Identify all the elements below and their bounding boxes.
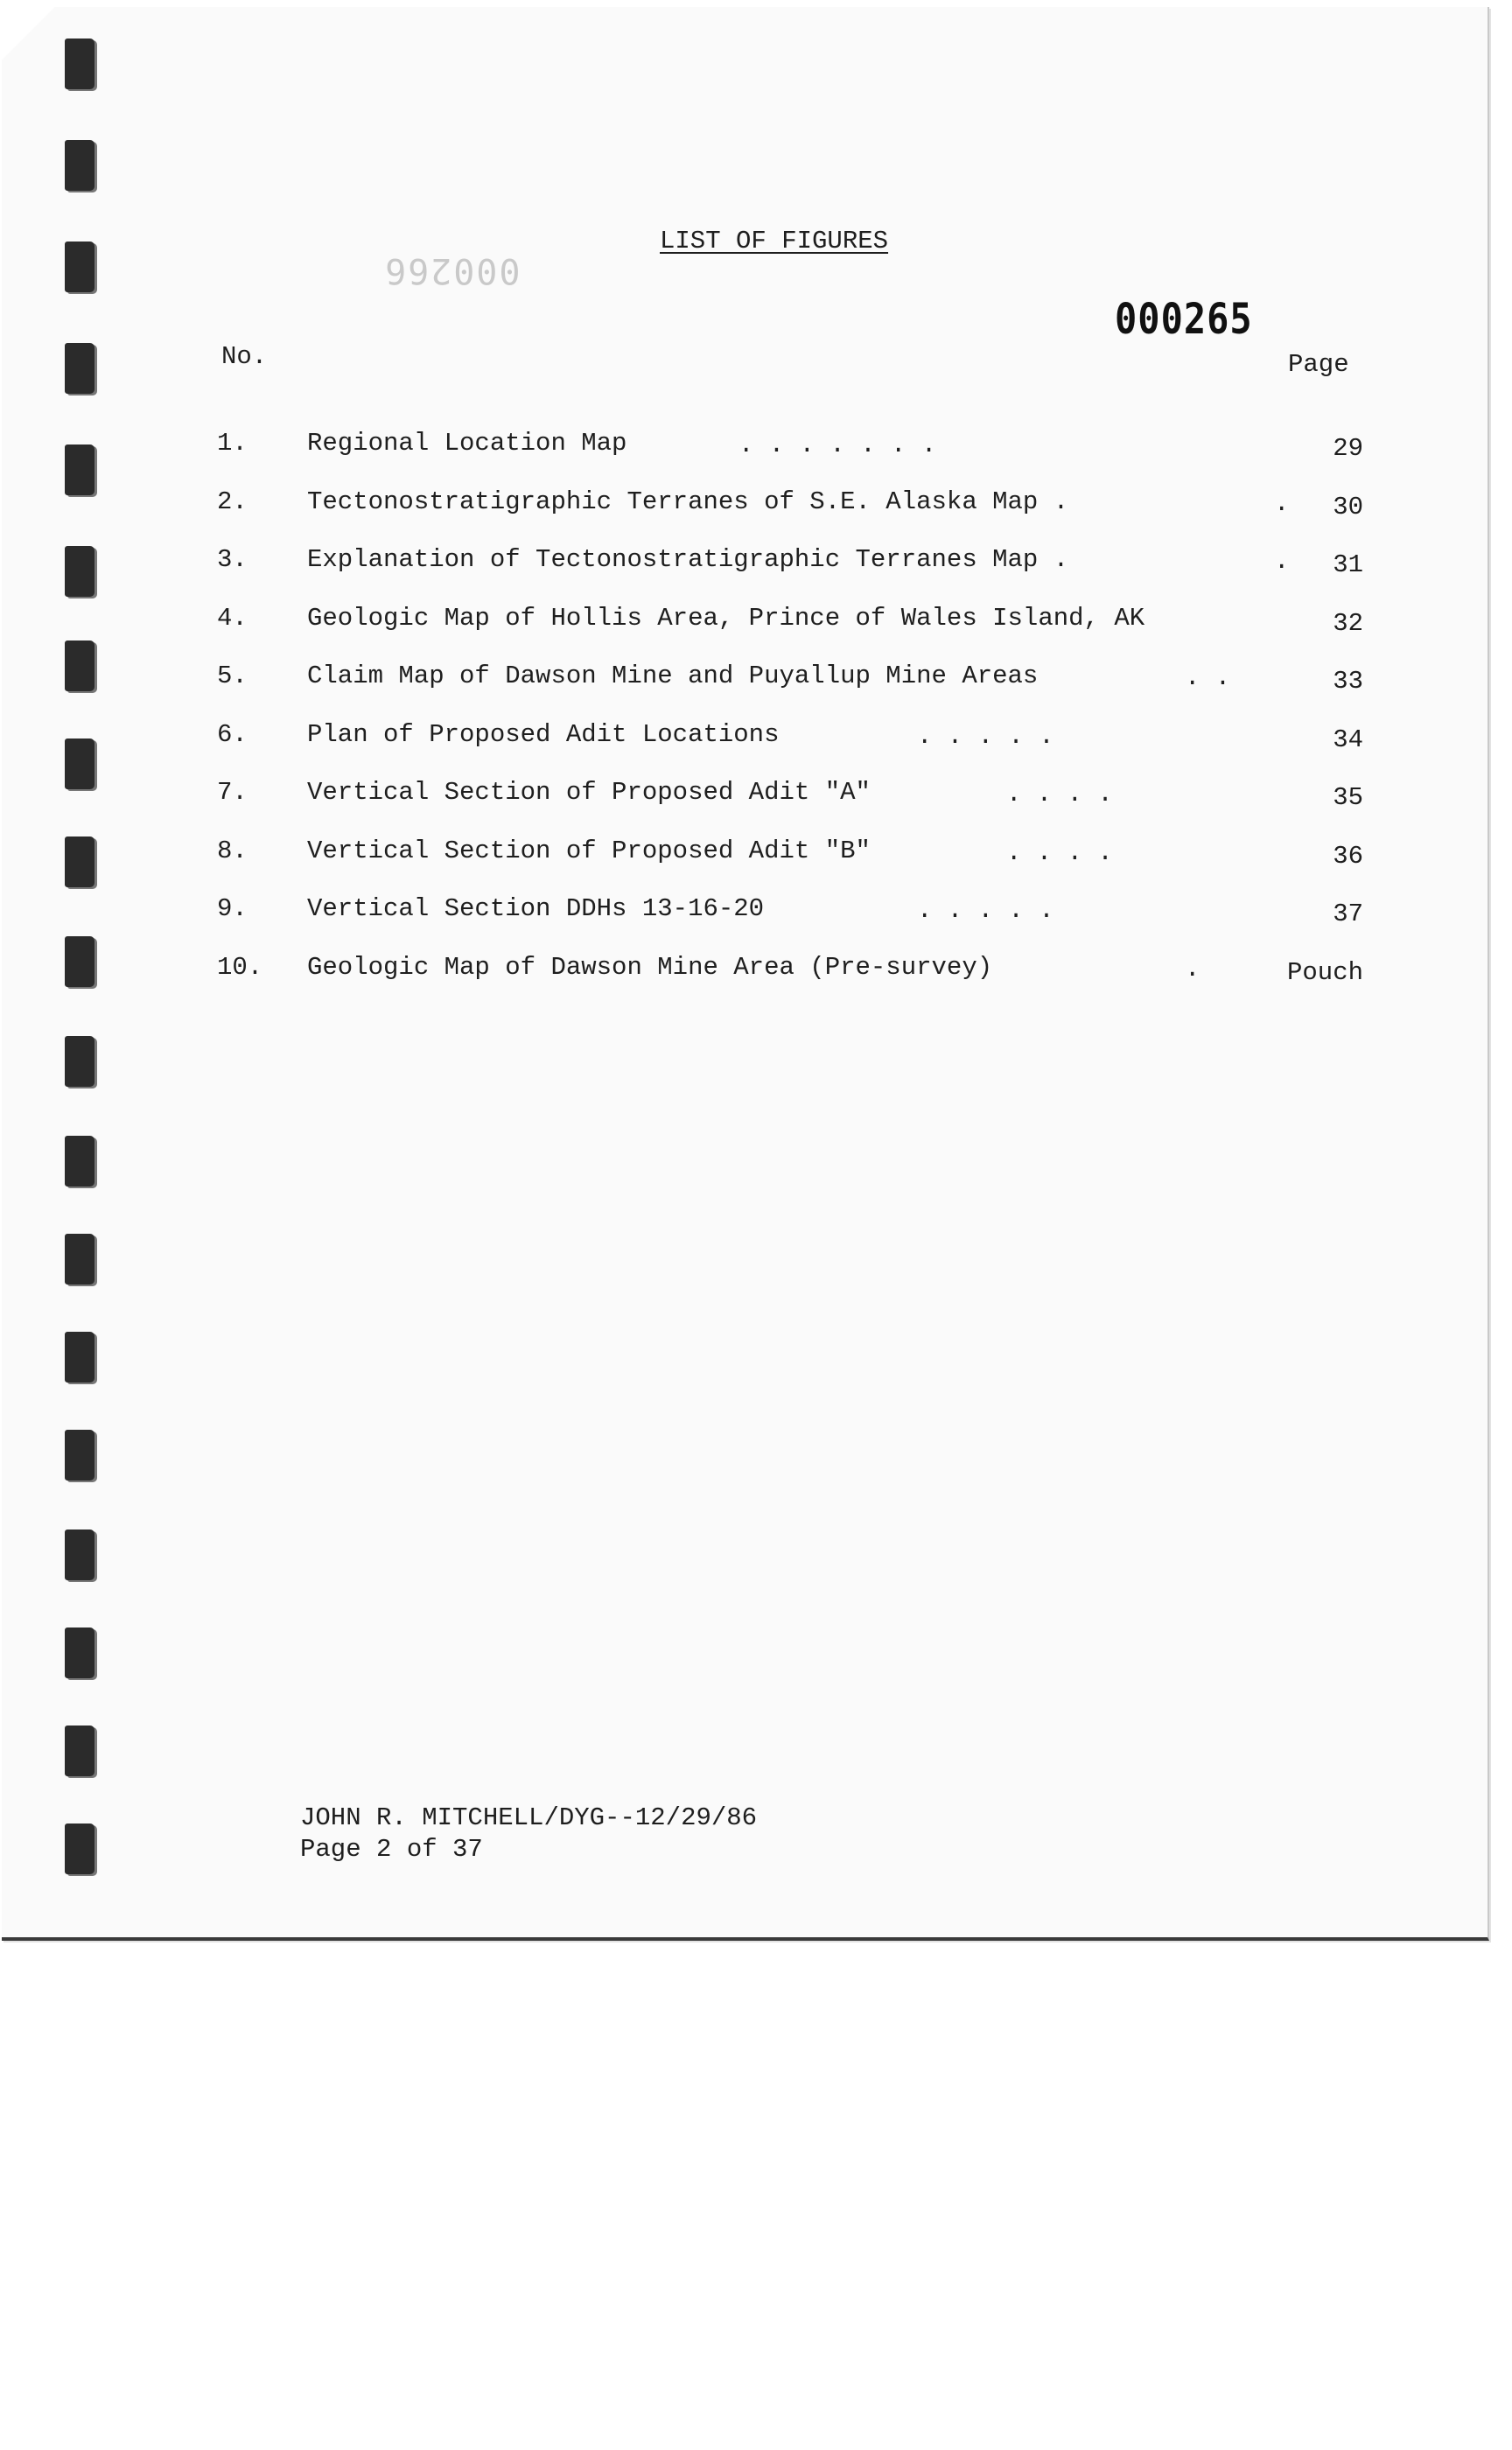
- figure-number: 7.: [217, 778, 248, 807]
- figure-page: Pouch: [1286, 957, 1363, 987]
- figure-number: 3.: [217, 545, 248, 574]
- figure-title: Claim Map of Dawson Mine and Puyallup Mine Areas: [307, 662, 1039, 690]
- binding-hole: [65, 1530, 94, 1580]
- figure-page: 32: [1333, 608, 1363, 638]
- figure-page: 35: [1333, 783, 1363, 812]
- binding-hole: [65, 1628, 94, 1678]
- figure-title: Vertical Section of Proposed Adit "B": [307, 836, 871, 865]
- dot-leader: . . . .: [1006, 780, 1113, 808]
- figure-number: 1.: [217, 429, 248, 458]
- figure-entry-1: [217, 429, 1363, 487]
- binding-hole: [65, 1234, 94, 1284]
- figure-entry-5: [217, 662, 1363, 720]
- figure-number: 6.: [217, 719, 248, 749]
- figure-number: 4.: [217, 603, 248, 633]
- binding-hole: [65, 640, 94, 691]
- binding-hole: [65, 836, 94, 887]
- figure-entry-7: [217, 778, 1363, 836]
- dot-leader: .: [1274, 547, 1290, 576]
- figure-title: Plan of Proposed Adit Locations: [307, 719, 780, 749]
- figure-title: Vertical Section DDHs 13-16-20: [307, 894, 765, 923]
- binding-hole: [65, 1036, 94, 1087]
- figure-title: Explanation of Tectonostratigraphic Terranes Map .: [307, 545, 1069, 574]
- figure-page: 29: [1333, 434, 1363, 463]
- figure-entry-6: [217, 720, 1363, 779]
- figure-page: 30: [1333, 492, 1363, 522]
- binding-hole: [65, 242, 94, 292]
- figure-entry-9: [217, 894, 1363, 953]
- column-header-no: No.: [221, 342, 268, 371]
- dot-leader: . . . . .: [917, 896, 1054, 925]
- figure-entry-10: [217, 953, 1363, 1012]
- binding-hole: [65, 546, 94, 597]
- binding-hole: [65, 1726, 94, 1776]
- binding-hole: [65, 738, 94, 789]
- figure-page: 36: [1333, 841, 1363, 871]
- binding-hole: [65, 444, 94, 495]
- dot-leader: .: [1185, 954, 1200, 984]
- figure-title: Tectonostratigraphic Terranes of S.E. Alaska Map .: [307, 486, 1069, 516]
- binding-hole: [65, 343, 94, 394]
- binding-hole: [65, 936, 94, 987]
- figure-number: 10.: [217, 952, 263, 982]
- page-stamp-number: 000265: [1115, 294, 1253, 344]
- ghost-page-stamp: 000266: [383, 250, 521, 290]
- dot-leader: . .: [1185, 663, 1231, 692]
- figure-title: Vertical Section of Proposed Adit "A": [307, 778, 871, 807]
- binding-hole: [65, 1824, 94, 1874]
- document-page: [2, 7, 1489, 1941]
- figure-entry-8: [217, 836, 1363, 895]
- figure-page: 33: [1333, 667, 1363, 696]
- dot-leader: . . . . . . .: [738, 430, 937, 459]
- dot-leader: .: [1274, 488, 1290, 518]
- figure-number: 9.: [217, 894, 248, 923]
- figure-entry-4: [217, 604, 1363, 662]
- figure-entry-2: [217, 487, 1363, 546]
- dot-leader: . . . .: [1006, 837, 1113, 867]
- binding-hole: [65, 1136, 94, 1186]
- figure-entry-3: [217, 545, 1363, 604]
- footer-author-line: JOHN R. MITCHELL/DYG--12/29/86: [300, 1803, 758, 1832]
- figure-number: 5.: [217, 662, 248, 690]
- page-title: LIST OF FIGURES: [660, 227, 889, 256]
- binding-hole: [65, 1430, 94, 1480]
- figure-page: 37: [1333, 900, 1363, 928]
- figure-number: 8.: [217, 836, 248, 865]
- column-header-page: Page: [1288, 350, 1349, 379]
- figure-title: Geologic Map of Dawson Mine Area (Pre-survey): [307, 952, 993, 982]
- figure-title: Geologic Map of Hollis Area, Prince of Wales Island, AK: [307, 603, 1145, 633]
- binding-hole: [65, 38, 94, 89]
- document-footer: [300, 1802, 757, 1866]
- figure-page: 34: [1333, 724, 1363, 754]
- figure-page: 31: [1333, 550, 1363, 579]
- binding-hole: [65, 140, 94, 191]
- dot-leader: . . . . .: [917, 721, 1054, 751]
- footer-page-line: Page 2 of 37: [300, 1835, 483, 1864]
- figure-number: 2.: [217, 486, 248, 516]
- binding-hole: [65, 1332, 94, 1382]
- figure-list: [217, 429, 1363, 1011]
- figure-title: Regional Location Map: [307, 429, 627, 458]
